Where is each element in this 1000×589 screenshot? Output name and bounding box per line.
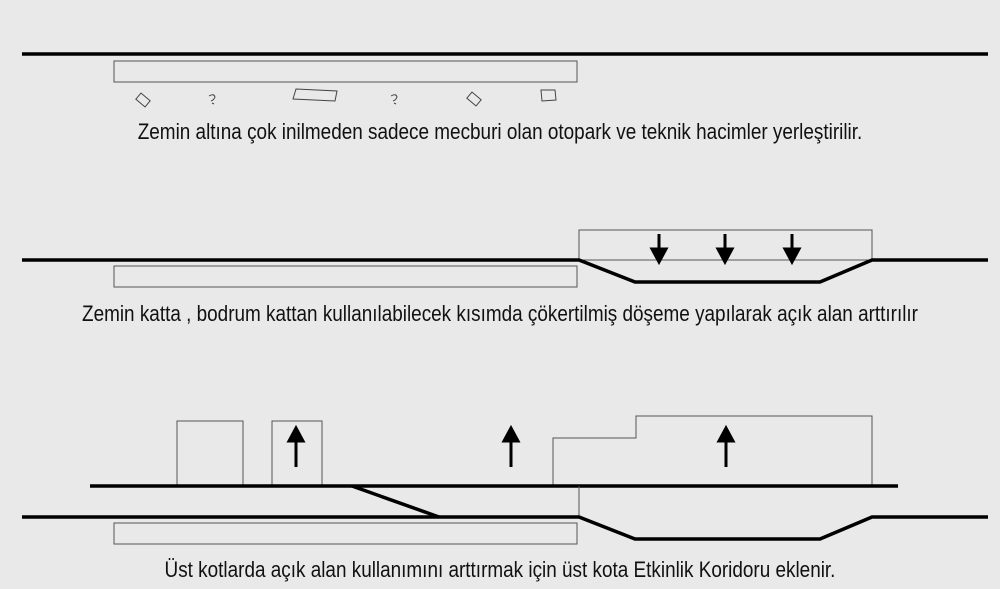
sunken-ground-line xyxy=(22,517,988,539)
sunken-ground-line xyxy=(22,260,988,282)
basement-slab xyxy=(114,523,577,544)
up-arrow-head xyxy=(719,428,733,441)
block-outline xyxy=(177,421,243,486)
car-icon xyxy=(293,89,337,101)
panel-1-drawing xyxy=(22,54,988,107)
basement-slab xyxy=(114,266,577,287)
car-icon xyxy=(467,92,481,106)
hook-icon xyxy=(209,95,215,104)
up-arrow-head xyxy=(504,428,518,441)
basement-slab xyxy=(114,61,577,82)
hook-icon xyxy=(391,95,397,104)
car-icon xyxy=(541,90,556,101)
parking-car-icons xyxy=(136,89,556,107)
panel-3-caption: Üst kotlarda açık alan kullanımını arttırmak için üst kota Etkinlik Koridoru eklenir. xyxy=(164,557,836,582)
ramp-line xyxy=(352,486,439,517)
panel-2-caption: Zemin katta , bodrum kattan kullanılabilecek kısımda çökertilmiş döşeme yapılarak açık alan arttırılır xyxy=(82,301,918,326)
panel-2-drawing xyxy=(22,230,988,287)
up-arrows xyxy=(289,428,733,467)
down-arrows xyxy=(652,234,799,262)
panel-3-drawing xyxy=(22,416,988,544)
panel-1-caption: Zemin altına çok inilmeden sadece mecburi olan otopark ve teknik hacimler yerleştirilir. xyxy=(137,119,863,144)
car-icon xyxy=(136,93,150,107)
stepped-volume-outline xyxy=(553,416,872,486)
up-arrow-head xyxy=(289,428,303,441)
